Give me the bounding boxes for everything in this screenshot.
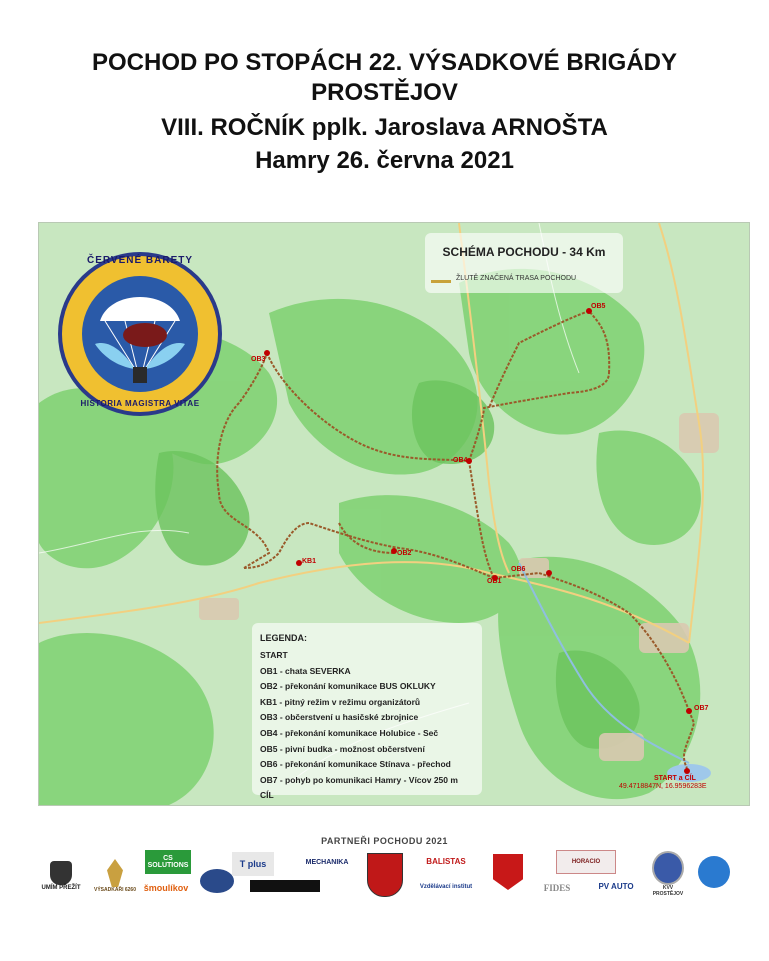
badge-bottom-text: HISTORIA MAGISTRA VITAE xyxy=(80,399,200,408)
waypoint-ob4-label: OB4 xyxy=(453,457,468,464)
sponsor-logo-coat-of-arms xyxy=(365,850,405,900)
sponsor-logo-text: KVV PROSTĚJOV xyxy=(652,885,684,897)
sponsor-logo-pv-auto: PV AUTO xyxy=(598,881,634,891)
waypoint-kb1-label: KB1 xyxy=(302,558,317,565)
legend-item: OB5 - pivní budka - možnost občerstvení xyxy=(260,743,425,754)
legend-item: START xyxy=(260,650,288,660)
waypoint-ob7-label: OB7 xyxy=(694,705,709,712)
sponsor-logo-red-crest xyxy=(490,852,526,892)
sponsor-logo-cs-solutions: CS SOLUTIONS xyxy=(145,850,191,874)
legend-box xyxy=(252,623,482,801)
legend-title: LEGENDA: xyxy=(260,633,307,643)
sponsor-logo-mechanika: MECHANIKA xyxy=(305,858,349,866)
title-line-3: VIII. ROČNÍK pplk. Jaroslava ARNOŠTA xyxy=(161,114,608,141)
waypoint-ob6-label: OB6 xyxy=(511,566,526,573)
sponsor-logo-text: VÝSADKÁŘI 6260 xyxy=(94,887,136,893)
waypoint-ob1-label: OB1 xyxy=(487,578,502,585)
partners-title: PARTNEŘI POCHODU 2021 xyxy=(321,836,448,846)
waypoint-start-label: START a CÍL xyxy=(654,775,696,782)
sponsor-logo-text: UMÍM PŘEŽÍT xyxy=(41,885,81,891)
legend-item: OB3 - občerstvení u hasičské zbrojnice xyxy=(260,712,419,723)
sponsor-logo-vysadkari xyxy=(90,848,140,904)
sponsor-logo-kvv-prostejov xyxy=(648,850,688,898)
title-line-1: POCHOD PO STOPÁCH 22. VÝSADKOVÉ BRIGÁDY xyxy=(92,49,677,76)
start-coordinates: 49.4718847N, 16.9596283E xyxy=(619,783,707,790)
sponsor-logo-umim-prezit xyxy=(36,848,86,904)
title-line-2: PROSTĚJOV xyxy=(311,79,458,106)
legend-item: OB2 - překonání komunikace BUS OKLUKY xyxy=(260,681,436,692)
title-line-4: Hamry 26. června 2021 xyxy=(255,147,514,174)
route-map[interactable] xyxy=(38,222,750,806)
route-legend-note: ŽLUTĚ ZNAČENÁ TRASA POCHODU xyxy=(456,275,577,282)
sponsor-logo-horacio: HORACIO xyxy=(556,850,616,874)
legend-item: OB7 - pohyb po komunikaci Hamry - Vícov 250 m xyxy=(260,774,458,785)
schema-title: SCHÉMA POCHODU - 34 Km xyxy=(442,245,606,259)
route-legend-swatch xyxy=(431,280,451,283)
cervene-barety-badge xyxy=(55,249,225,419)
waypoint-ob2-label: OB2 xyxy=(397,550,412,557)
sponsor-logo-black-banner xyxy=(250,880,320,892)
sponsor-logo-balistas: BALISTAS xyxy=(426,856,466,866)
sponsor-logo-vzdelavaci-institut: Vzdělávací institut xyxy=(419,884,473,890)
sponsor-logo-fides: FIDES xyxy=(543,883,571,893)
sponsor-logo-tplus: T plus xyxy=(232,852,274,876)
legend-item: CÍL xyxy=(260,790,274,801)
waypoint-ob5-label: OB5 xyxy=(591,303,606,310)
legend-item: OB6 - překonání komunikace Stínava - přechod xyxy=(260,759,451,770)
legend-list xyxy=(260,648,458,804)
legend-item: OB1 - chata SEVERKA xyxy=(260,665,351,676)
badge-top-text: ČERVENÉ BARETY xyxy=(86,255,194,266)
sponsor-logo-globe xyxy=(694,852,734,892)
legend-item: KB1 - pitný režim v režimu organizátorů xyxy=(260,696,421,707)
sponsor-logo-smoulikov: šmoulíkov xyxy=(143,883,189,893)
legend-item: OB4 - překonání komunikace Holubice - Seč xyxy=(260,727,439,738)
waypoint-ob3-label: OB3 xyxy=(251,356,266,363)
schema-box xyxy=(425,233,623,293)
